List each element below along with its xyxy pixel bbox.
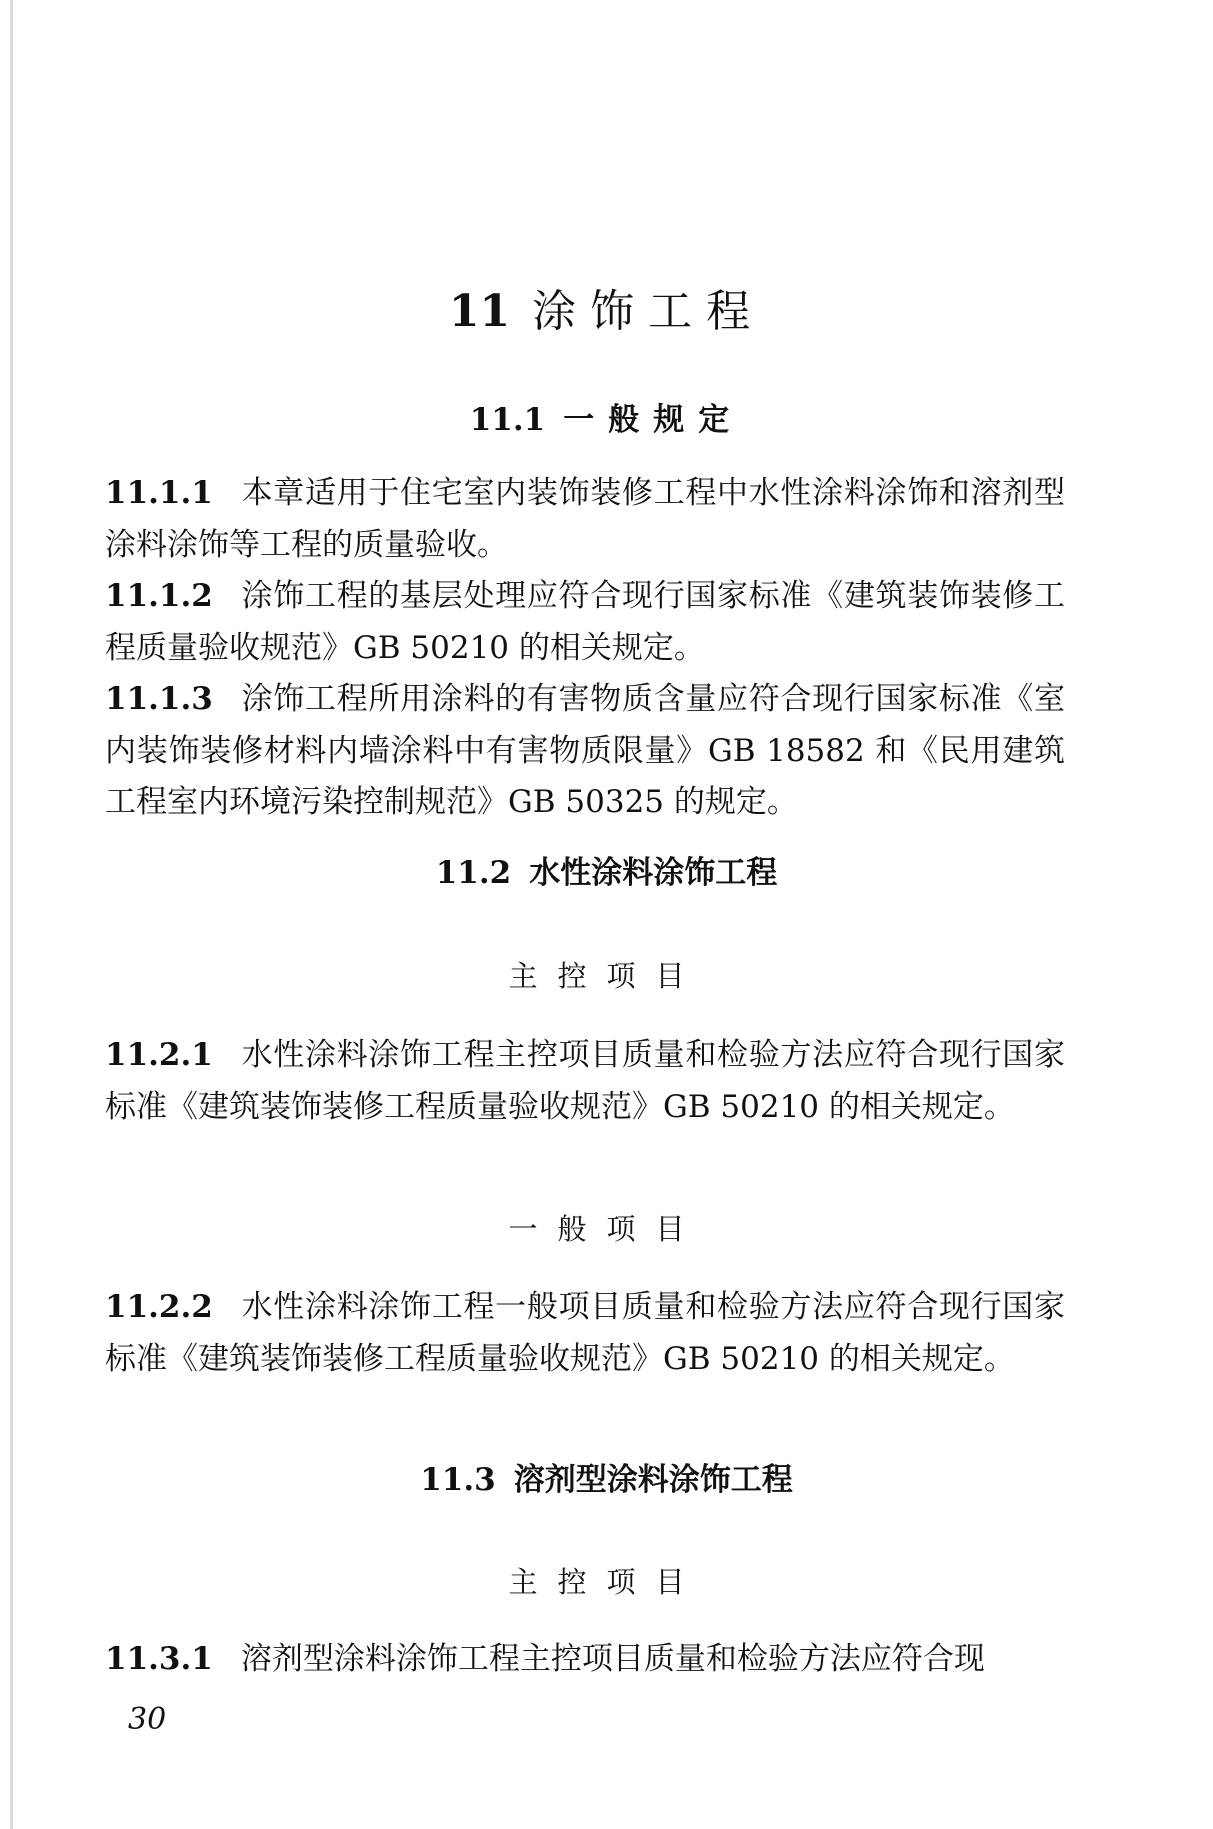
subheading-main-control-2: 主控项目: [508, 1565, 705, 1599]
section-title-text: 水性涂料涂饰工程: [529, 855, 778, 891]
clause-text: 本章适用于住宅室内装饰装修工程中水性涂料涂饰和溶剂型涂料涂饰等工程的质量验收。: [105, 475, 1065, 563]
clause-11-2-1: [105, 1030, 1065, 1133]
clause-11-2-2: [105, 1282, 1065, 1385]
section-title-11-1: [0, 400, 1213, 440]
clause-text: 溶剂型涂料涂饰工程主控项目质量和检验方法应符合现: [240, 1641, 985, 1677]
section-number: 11.1: [469, 402, 546, 438]
clause-number: 11.1.1: [105, 475, 213, 511]
clause-11-1-2: [105, 571, 1065, 674]
clause-11-1-3: [105, 674, 1065, 829]
chapter-title-text: 涂饰工程: [532, 286, 765, 337]
clause-number: 11.3.1: [105, 1641, 213, 1677]
section-title-11-2: [0, 853, 1213, 893]
clause-11-3-1: [105, 1634, 1065, 1686]
page-edge-shadow: [10, 0, 13, 1829]
clause-text: 涂饰工程所用涂料的有害物质含量应符合现行国家标准《室内装饰装修材料内墙涂料中有害物质限量》GB 18582 和《民用建筑工程室内环境污染控制规范》GB 50325 的规定。: [105, 681, 1065, 820]
clause-number: 11.2.2: [105, 1289, 213, 1325]
page-number: 30: [128, 1702, 167, 1737]
section-title-11-3: [0, 1460, 1213, 1500]
clause-number: 11.1.3: [105, 681, 213, 717]
chapter-title: [0, 282, 1213, 342]
subheading-main-control: 主控项目: [508, 959, 705, 993]
clause-text: 水性涂料涂饰工程一般项目质量和检验方法应符合现行国家标准《建筑装饰装修工程质量验收规范》GB 50210 的相关规定。: [105, 1289, 1065, 1377]
clause-text: 涂饰工程的基层处理应符合现行国家标准《建筑装饰装修工程质量验收规范》GB 50210 的相关规定。: [105, 578, 1065, 666]
clause-number: 11.1.2: [105, 578, 213, 614]
subheading-general: 一般项目: [508, 1212, 705, 1246]
section-title-text: 一般规定: [563, 402, 744, 438]
chapter-number: 11: [448, 286, 511, 337]
clause-number: 11.2.1: [105, 1037, 213, 1073]
section-number: 11.2: [435, 855, 512, 891]
section-number: 11.3: [420, 1462, 496, 1498]
clause-text: 水性涂料涂饰工程主控项目质量和检验方法应符合现行国家标准《建筑装饰装修工程质量验收规范》GB 50210 的相关规定。: [105, 1037, 1065, 1125]
clause-11-1-1: [105, 468, 1065, 571]
section-title-text: 溶剂型涂料涂饰工程: [513, 1462, 793, 1498]
